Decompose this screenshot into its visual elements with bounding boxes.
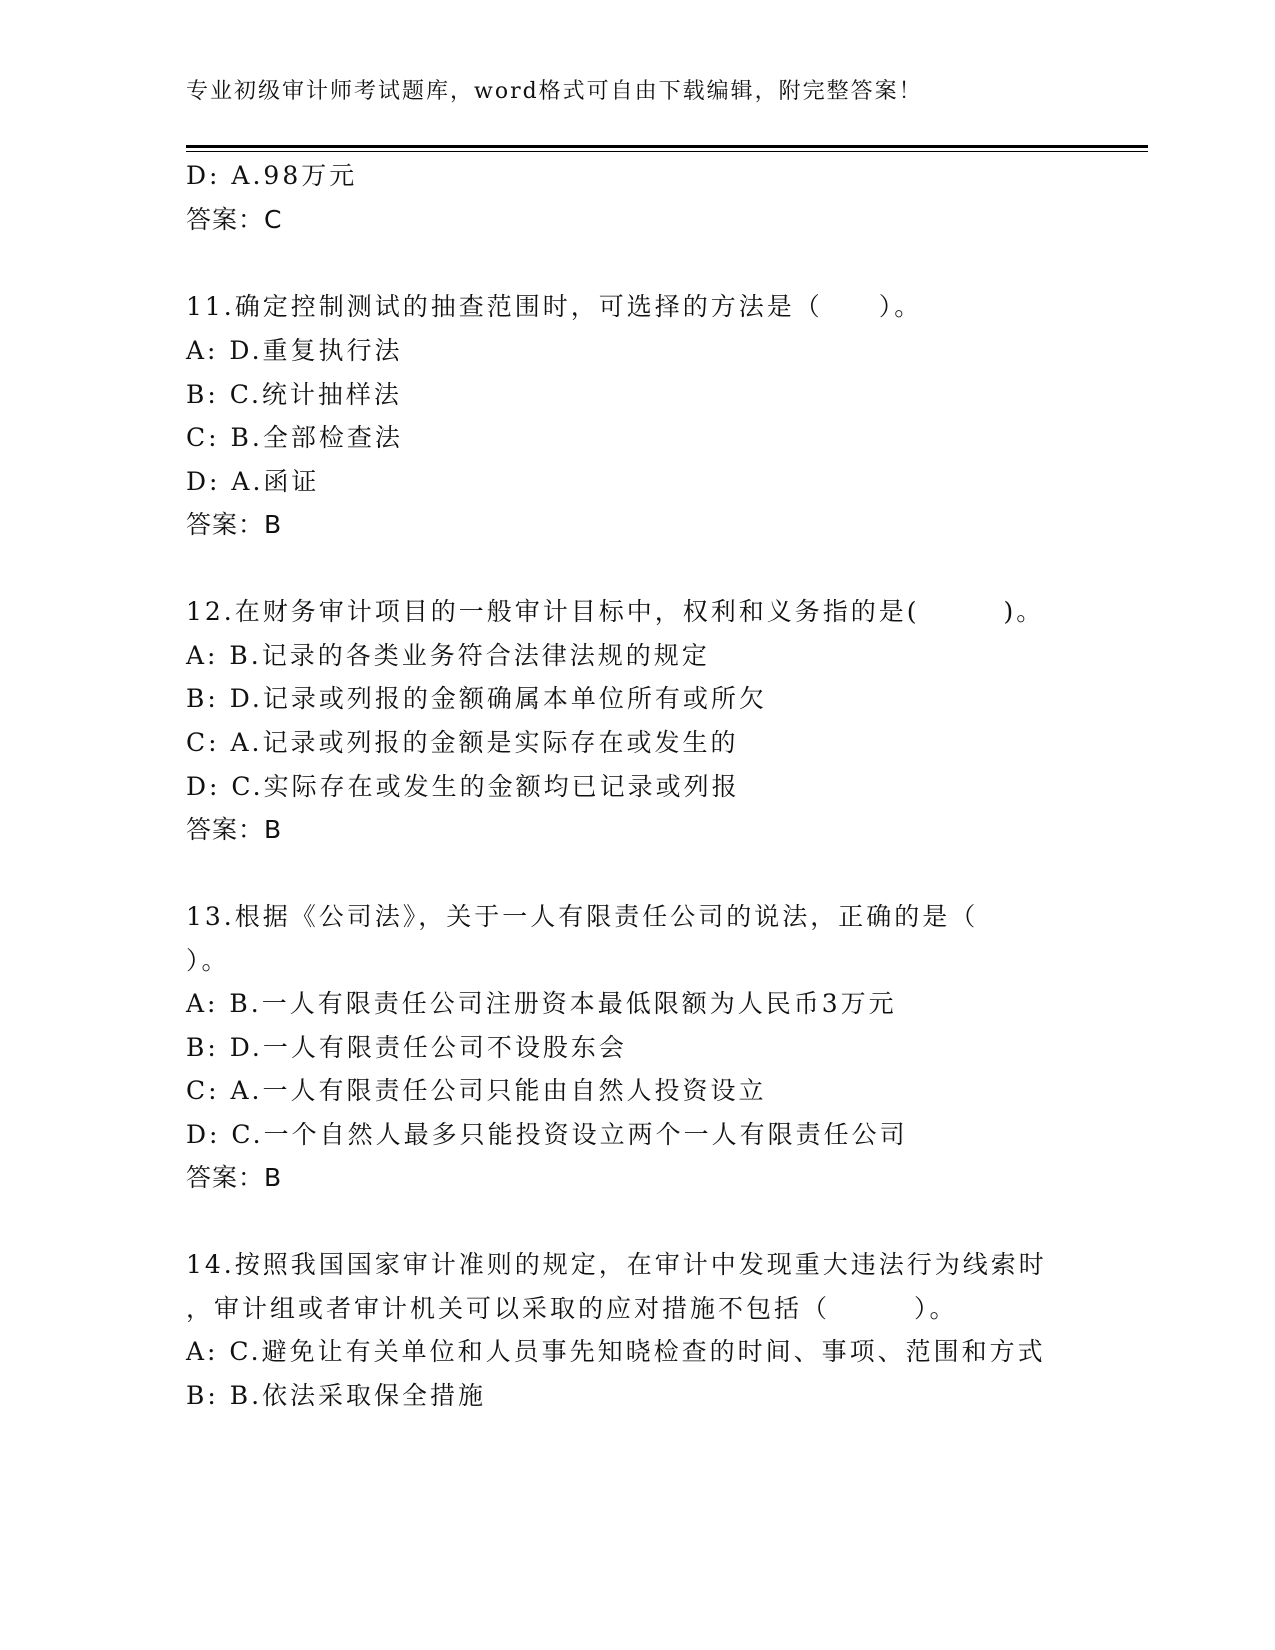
question-14-stem-line-2: ，审计组或者审计机关可以采取的应对措施不包括（ ）。 bbox=[186, 1294, 958, 1323]
question-11-stem: 11.确定控制测试的抽查范围时，可选择的方法是（ ）。 bbox=[186, 292, 923, 321]
question-13-option-a: A: B.一人有限责任公司注册资本最低限额为人民币3万元 bbox=[186, 989, 897, 1018]
question-11-option-a: A: D.重复执行法 bbox=[186, 336, 403, 365]
question-12-option-a: A: B.记录的各类业务符合法律法规的规定 bbox=[186, 641, 710, 670]
question-12-answer: 答案：B bbox=[186, 815, 283, 844]
question-14-stem-line-1: 14.按照我国国家审计准则的规定，在审计中发现重大违法行为线索时 bbox=[186, 1250, 1047, 1279]
header-rule-thin bbox=[186, 151, 1148, 152]
question-14-option-b: B: B.依法采取保全措施 bbox=[186, 1381, 487, 1410]
question-13-option-d: D: C.一个自然人最多只能投资设立两个一人有限责任公司 bbox=[186, 1120, 908, 1149]
question-11-answer: 答案：B bbox=[186, 510, 283, 539]
question-11-option-d: D: A.函证 bbox=[186, 467, 320, 496]
question-13-answer: 答案：B bbox=[186, 1163, 283, 1192]
header-note: 专业初级审计师考试题库，word格式可自由下载编辑，附完整答案！ bbox=[186, 79, 923, 104]
question-13-option-c: C: A.一人有限责任公司只能由自然人投资设立 bbox=[186, 1076, 767, 1105]
question-12-stem: 12.在财务审计项目的一般审计目标中，权利和义务指的是( )。 bbox=[186, 597, 1045, 626]
question-11-option-b: B: C.统计抽样法 bbox=[186, 380, 402, 409]
question-13-option-b: B: D.一人有限责任公司不设股东会 bbox=[186, 1033, 627, 1062]
header-rule bbox=[186, 145, 1148, 148]
prev-option-d: D: A.98万元 bbox=[186, 161, 358, 190]
question-14-option-a: A: C.避免让有关单位和人员事先知晓检查的时间、事项、范围和方式 bbox=[186, 1337, 1046, 1366]
question-12-option-d: D: C.实际存在或发生的金额均已记录或列报 bbox=[186, 772, 740, 801]
prev-answer: 答案：C bbox=[186, 205, 283, 234]
question-12-option-b: B: D.记录或列报的金额确属本单位所有或所欠 bbox=[186, 684, 767, 713]
question-13-stem-line-1: 13.根据《公司法》，关于一人有限责任公司的说法，正确的是（ bbox=[186, 902, 979, 931]
question-12-option-c: C: A.记录或列报的金额是实际存在或发生的 bbox=[186, 728, 739, 757]
question-11-option-c: C: B.全部检查法 bbox=[186, 423, 403, 452]
question-13-stem-line-2: ）。 bbox=[186, 946, 230, 975]
